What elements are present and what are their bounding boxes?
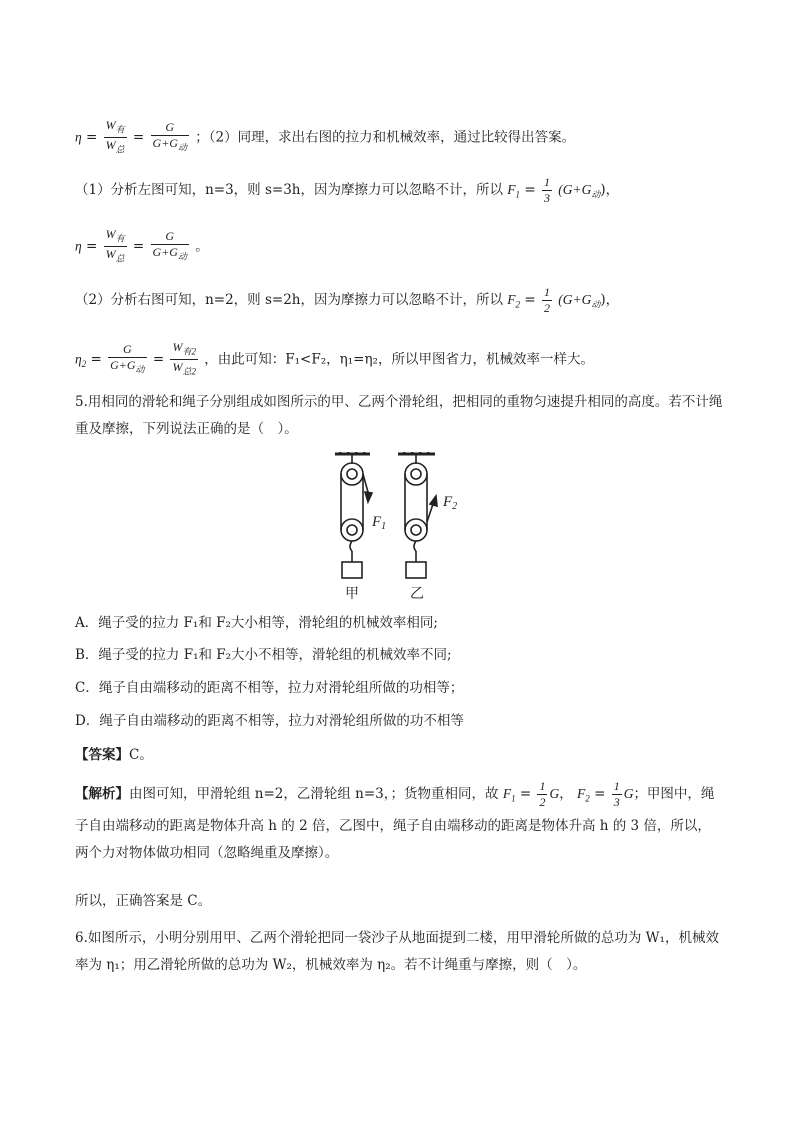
eta-symbol: η bbox=[75, 129, 82, 145]
efficiency-equation-2: η = $\frac{W_有}{W_总}$ = $\frac{G}{G+G_动}$ 。 bbox=[75, 227, 209, 264]
option-a: A．绳子受的拉力 F₁和 F₂大小相等，滑轮组的机械效率相同; bbox=[75, 615, 438, 631]
force-f1-label: $F_1$ bbox=[372, 514, 387, 532]
work-ratio-fraction: $\frac{W_有}{W_总}$ bbox=[105, 118, 125, 155]
equation-1-trailing-text: ；（2）同理，求出右图的拉力和机械效率，通过比较得出答案。 bbox=[195, 129, 576, 146]
pulley-diagram bbox=[330, 452, 475, 602]
question-5-stem: 5.用相同的滑轮和绳子分别组成如图所示的甲、乙两个滑轮组，把相同的重物匀速提升相同的高度。若不计绳重及摩擦，下列说法正确的是（ ）。 bbox=[75, 394, 723, 437]
analysis-right-figure: （2）分析右图可知，n=2，则 s=2h，因为摩擦力可以忽略不计，所以 $F_2$ = $\frac{1}{2}$ $(G+G_动)$， bbox=[75, 285, 620, 315]
figure-label-jia: 甲 bbox=[345, 586, 359, 602]
force-f2-label: $F_2$ bbox=[443, 494, 458, 512]
option-b: B．绳子受的拉力 F₁和 F₂大小不相等，滑轮组的机械效率不同; bbox=[75, 647, 452, 663]
efficiency-equation-3: $\eta_2$ = $\frac{G}{G+G_动}$ = $\frac{W_{有2}}{W_{总2}}$ ，由此可知：F₁<F₂，η₁=η₂，所以甲图省力，机械效率一样大。 bbox=[75, 340, 594, 377]
answer-line: 【答案】C。 bbox=[75, 747, 153, 763]
efficiency-equation-1: η = $\frac{W_有}{W_总}$ = $\frac{G}{G+G_动}$ ；（2）同理，求出右图的拉力和机械效率，通过比较得出答案。 bbox=[75, 118, 575, 158]
option-c: C．绳子自由端移动的距离不相等，拉力对滑轮组所做的功相等； bbox=[75, 680, 464, 696]
option-d: D．绳子自由端移动的距离不相等，拉力对滑轮组所做的功不相等 bbox=[75, 713, 464, 729]
figure-label-yi: 乙 bbox=[410, 586, 424, 602]
conclusion-line: 所以，正确答案是 C。 bbox=[75, 893, 212, 909]
pulley-system-left bbox=[335, 452, 372, 578]
question-6-stem: 6.如图所示，小明分别用甲、乙两个滑轮把同一袋沙子从地面提到二楼，用甲滑轮所做的总功为 W₁，机械效率为 η₁；用乙滑轮所做的总功为 W₂，机械效率为 η₂。若不计绳重与摩擦，则（ ）。 bbox=[75, 930, 719, 973]
analysis-paragraph: 【解析】由图可知，甲滑轮组 n=2，乙滑轮组 n=3，；货物重相同，故 $F_1$ = $\frac{1}{2}$ G， $F_2$ = $\frac{1}{3}$ G；甲图中，绳子自由端移动的距离是物体升高 h 的 2 倍，乙图中，绳子自由端移动的距离是物体升高 h 的 3 倍，所以，两个力对物体做功相同（忽略绳重及摩擦）。 bbox=[75, 779, 715, 861]
analysis-left-figure: （1）分析左图可知，n=3，则 s=3h，因为摩擦力可以忽略不计，所以 $F_1$ = $\frac{1}{3}$ $(G+G_动)$， bbox=[75, 175, 620, 205]
pulley-system-right bbox=[398, 452, 437, 578]
weight-ratio-fraction: $\frac{G}{G+G_动}$ bbox=[152, 120, 187, 153]
